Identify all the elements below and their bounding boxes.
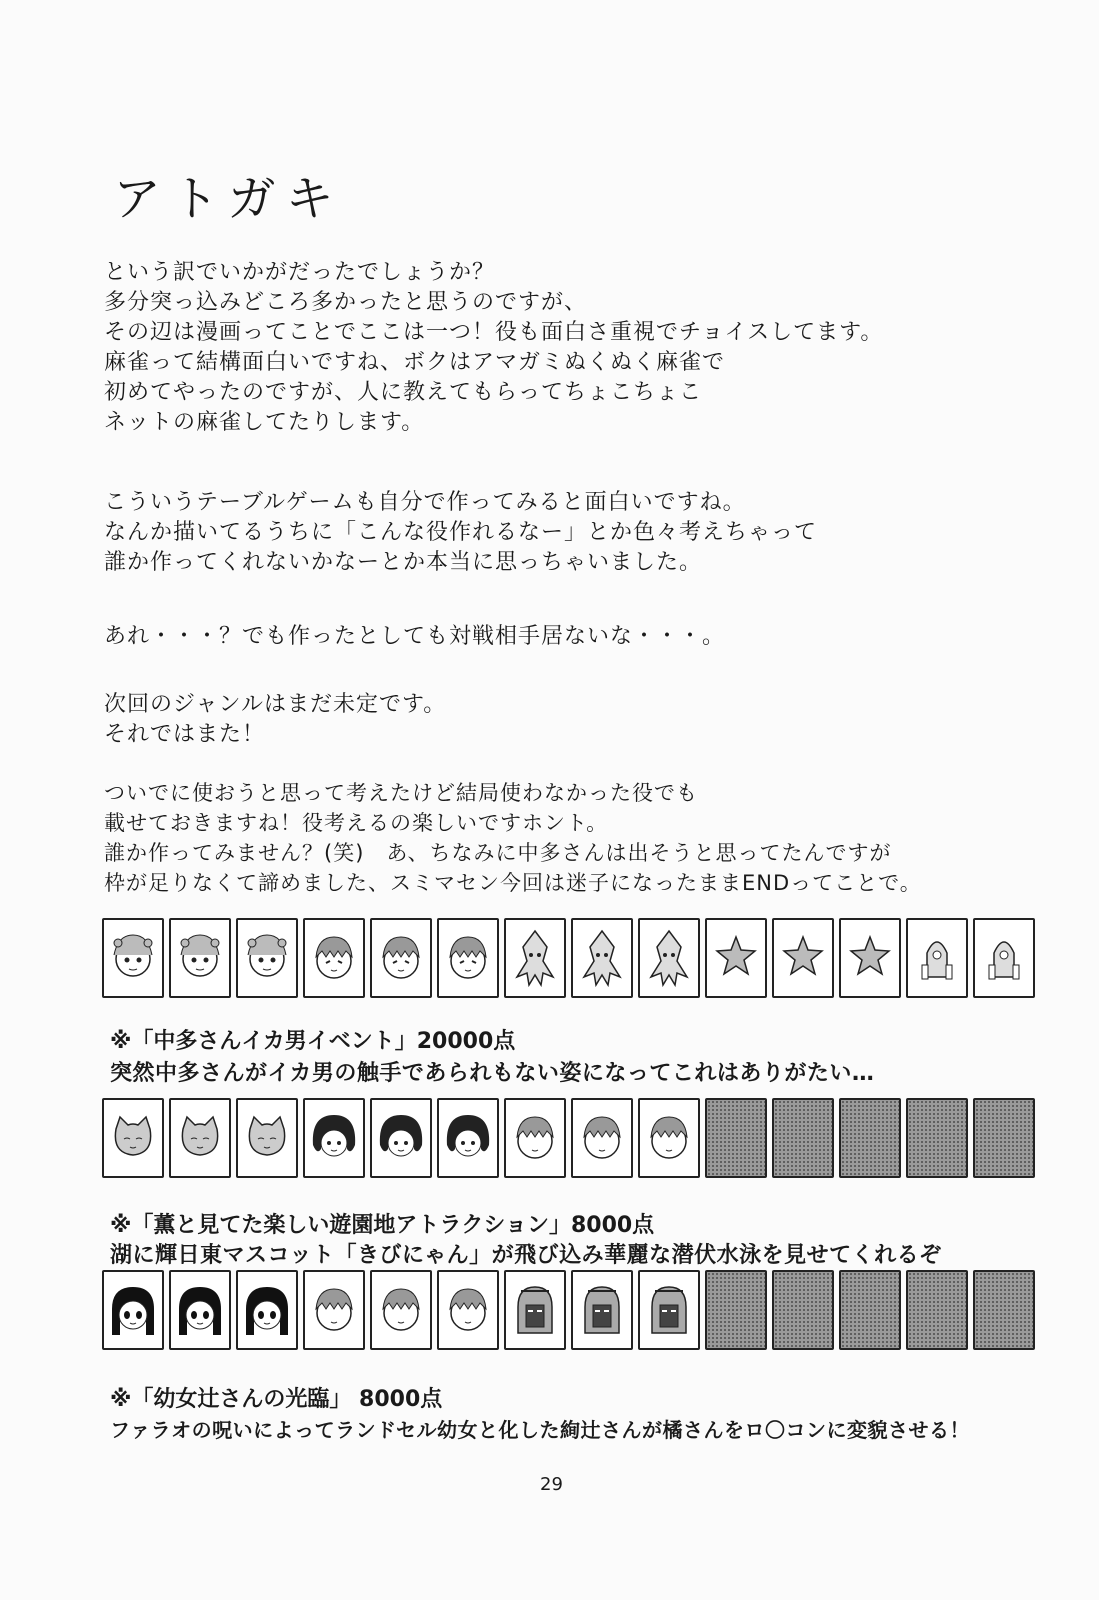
paragraph-3 [104,622,1004,652]
yaku-description: 突然中多さんがイカ男の触手であられもない姿になってこれはありがたい… [110,1061,875,1086]
paragraph-2 [104,488,1004,578]
text-line: ついでに使おうと思って考えたけど結局使わなかった役でも [104,781,698,805]
text-line: 誰か作ってくれないかなーとか本当に思っちゃいました。 [104,550,703,575]
boy-face-tile [437,1270,499,1350]
star-icon [709,925,763,991]
boy-face-icon [374,925,428,991]
paragraph-4 [104,690,1004,750]
face-down-tile [772,1098,834,1178]
girl-wavy-hair-icon [441,1105,495,1171]
rocket-tile [906,918,968,998]
text-line: 初めてやったのですが、人に教えてもらってちょこちょこ [104,380,703,405]
pharaoh-mask-tile [504,1270,566,1350]
tile-row-2 [102,1098,1040,1182]
boy-face-icon [441,1277,495,1343]
squid-icon [575,925,629,991]
star-tile [705,918,767,998]
girl-long-hair-tile [102,1270,164,1350]
squid-tile [504,918,566,998]
rocket-tile [973,918,1035,998]
yaku-description: ファラオの呪いによってランドセル幼女と化した絢辻さんが橘さんをロ〇コンに変貌させる！ [110,1418,970,1442]
boy-face-icon [374,1277,428,1343]
squid-icon [508,925,562,991]
boy-face-icon [508,1105,562,1171]
pharaoh-mask-icon [508,1277,562,1343]
girl-curly-face-icon [173,925,227,991]
girl-wavy-hair-icon [374,1105,428,1171]
girl-wavy-hair-icon [307,1105,361,1171]
yaku-description: 湖に輝日東マスコット「きびにゃん」が飛び込み華麗な潜伏水泳を見せてくれるぞ [110,1243,942,1268]
text-line: なんか描いてるうちに「こんな役作れるなー」とか色々考えちゃって [104,520,818,545]
cat-mascot-icon [240,1105,294,1171]
boy-face-tile [370,1270,432,1350]
cat-mascot-tile [102,1098,164,1178]
face-down-tile [973,1270,1035,1350]
text-line: こういうテーブルゲームも自分で作ってみると面白いですね。 [104,490,746,515]
face-down-tile [839,1098,901,1178]
girl-long-hair-tile [169,1270,231,1350]
text-line: あれ・・・？でも作ったとしても対戦相手居ないな・・・。 [104,624,726,649]
face-down-tile [839,1270,901,1350]
page-title: アトガキ [113,171,344,227]
text-line: 誰か作ってみません？(笑) あ、ちなみに中多さんは出そうと思ってたんですが [104,841,892,865]
girl-curly-face-tile [236,918,298,998]
face-down-tile [973,1098,1035,1178]
pharaoh-mask-icon [575,1277,629,1343]
yaku-title: ※「薫と見てた楽しい遊園地アトラクション」8000点 [110,1213,655,1238]
star-tile [839,918,901,998]
yaku-title: ※「幼女辻さんの光臨」 8000点 [110,1387,443,1412]
girl-long-hair-icon [173,1277,227,1343]
pharaoh-mask-tile [638,1270,700,1350]
text-line: 多分突っ込みどころ多かったと思うのですが、 [104,290,588,315]
boy-face-icon [307,1277,361,1343]
text-line: 麻雀って結構面白いですね、ボクはアマガミぬくぬく麻雀で [104,350,726,375]
star-tile [772,918,834,998]
cat-mascot-tile [169,1098,231,1178]
page-number: 29 [540,1474,563,1495]
boy-face-tile [638,1098,700,1178]
face-down-tile [906,1098,968,1178]
face-down-tile [906,1270,968,1350]
tile-row-1 [102,918,1040,1002]
boy-face-tile [370,918,432,998]
boy-face-tile [571,1098,633,1178]
boy-face-tile [437,918,499,998]
boy-face-icon [575,1105,629,1171]
text-line: 枠が足りなくて諦めました、スミマセン今回は迷子になったままENDってことで。 [104,871,922,895]
girl-curly-face-tile [102,918,164,998]
girl-wavy-hair-tile [370,1098,432,1178]
rocket-icon [977,925,1031,991]
face-down-tile [705,1098,767,1178]
star-icon [843,925,897,991]
girl-curly-face-icon [106,925,160,991]
text-line: それではまた！ [104,722,266,747]
yaku-title: ※「中多さんイカ男イベント」20000点 [110,1029,516,1054]
paragraph-1 [104,258,1004,438]
girl-curly-face-icon [240,925,294,991]
pharaoh-mask-icon [642,1277,696,1343]
face-down-tile [705,1270,767,1350]
girl-wavy-hair-tile [303,1098,365,1178]
girl-long-hair-icon [106,1277,160,1343]
boy-face-tile [303,1270,365,1350]
cat-mascot-icon [106,1105,160,1171]
girl-long-hair-tile [236,1270,298,1350]
boy-face-tile [303,918,365,998]
text-line: という訳でいかがだったでしょうか？ [104,260,496,285]
star-icon [776,925,830,991]
paragraph-5 [104,778,1004,898]
text-line: その辺は漫画ってことでここは一つ！役も面白さ重視でチョイスしてます。 [104,320,884,345]
girl-curly-face-tile [169,918,231,998]
boy-face-icon [642,1105,696,1171]
boy-face-tile [504,1098,566,1178]
face-down-tile [772,1270,834,1350]
tile-row-3 [102,1270,1040,1354]
cat-mascot-tile [236,1098,298,1178]
text-line: ネットの麻雀してたりします。 [104,410,425,435]
girl-wavy-hair-tile [437,1098,499,1178]
girl-long-hair-icon [240,1277,294,1343]
squid-tile [571,918,633,998]
rocket-icon [910,925,964,991]
squid-icon [642,925,696,991]
pharaoh-mask-tile [571,1270,633,1350]
squid-tile [638,918,700,998]
text-line: 次回のジャンルはまだ未定です。 [104,692,447,717]
text-line: 載せておきますね！役考えるの楽しいですホント。 [104,811,609,835]
boy-face-icon [307,925,361,991]
cat-mascot-icon [173,1105,227,1171]
boy-face-icon [441,925,495,991]
